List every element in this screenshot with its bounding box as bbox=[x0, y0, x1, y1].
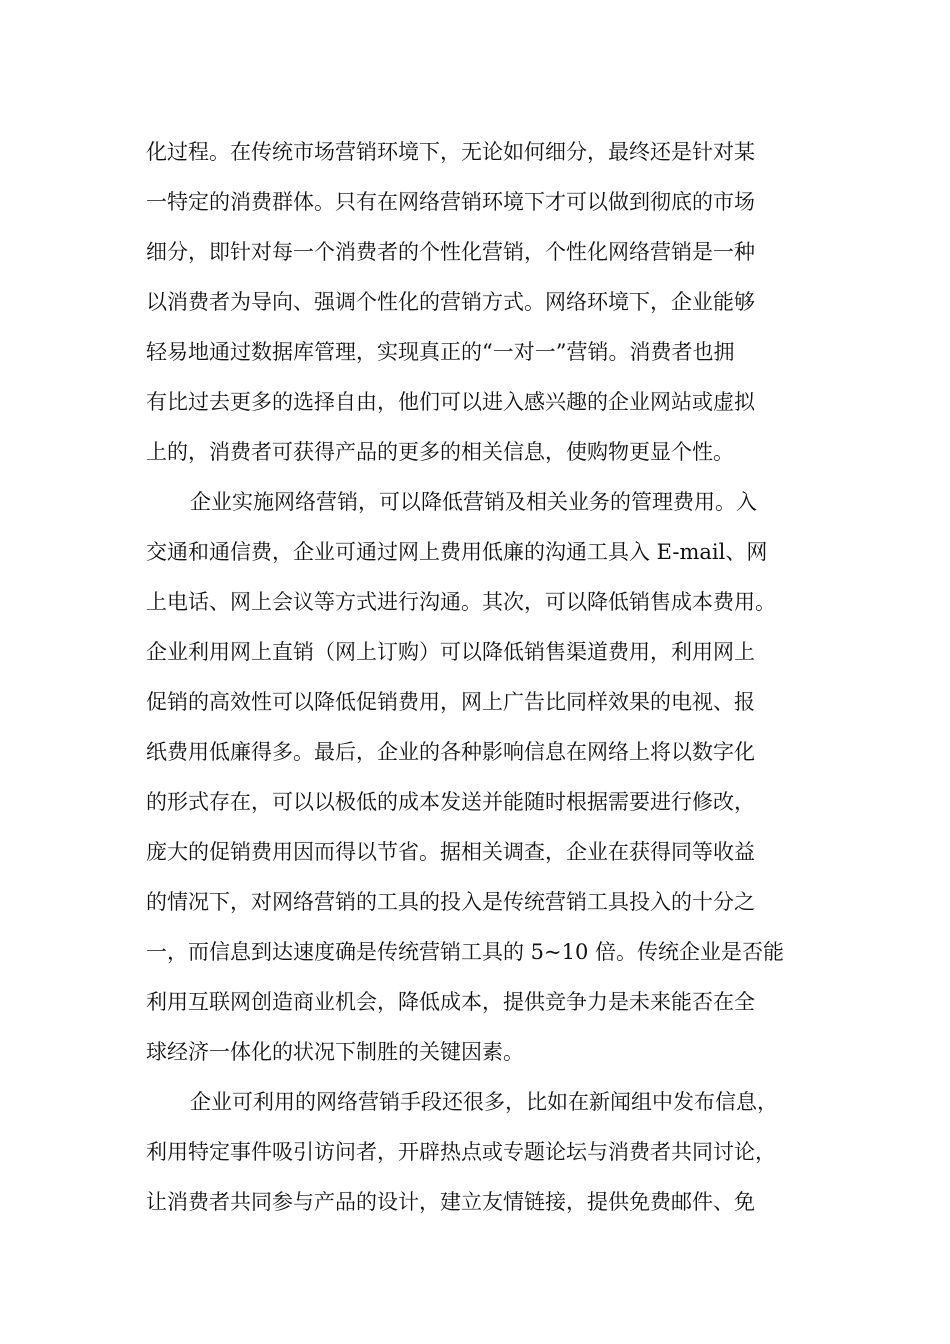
text-line: 细分，即针对每一个消费者的个性化营销，个性化网络营销是一种 bbox=[146, 240, 755, 264]
text-line: 促销的高效性可以降低促销费用，网上广告比同样效果的电视、报 bbox=[146, 690, 755, 714]
text-line: 的形式存在，可以以极低的成本发送并能随时根据需要进行修改， bbox=[146, 790, 755, 814]
text-line: 一，而信息到达速度确是传统营销工具的 5~10 倍。传统企业是否能 bbox=[146, 940, 785, 964]
text-line: 以消费者为导向、强调个性化的营销方式。网络环境下，企业能够 bbox=[146, 290, 755, 314]
paragraph-first-line: 企业可利用的网络营销手段还很多，比如在新闻组中发布信息， bbox=[190, 1090, 778, 1114]
text-line: 庞大的促销费用因而得以节省。据相关调查，企业在获得同等收益 bbox=[146, 840, 755, 864]
text-line: 球经济一体化的状况下制胜的关键因素。 bbox=[146, 1040, 524, 1064]
text-line: 纸费用低廉得多。最后，企业的各种影响信息在网络上将以数字化 bbox=[146, 740, 755, 764]
text-line: 轻易地通过数据库管理，实现真正的“一对一”营销。消费者也拥 bbox=[146, 340, 735, 364]
text-line: 让消费者共同参与产品的设计，建立友情链接，提供免费邮件、免 bbox=[146, 1190, 755, 1214]
text-line: 企业利用网上直销（网上订购）可以降低销售渠道费用，利用网上 bbox=[146, 640, 755, 664]
text-line: 一特定的消费群体。只有在网络营销环境下才可以做到彻底的市场 bbox=[146, 190, 755, 214]
text-line: 的情况下，对网络营销的工具的投入是传统营销工具投入的十分之 bbox=[146, 890, 755, 914]
paragraph-first-line: 企业实施网络营销，可以降低营销及相关业务的管理费用。入 bbox=[190, 490, 757, 514]
text-line: 交通和通信费，企业可通过网上费用低廉的沟通工具入 E-mail、网 bbox=[146, 540, 768, 564]
text-line: 有比过去更多的选择自由，他们可以进入感兴趣的企业网站或虚拟 bbox=[146, 390, 755, 414]
text-line: 上的，消费者可获得产品的更多的相关信息，使购物更显个性。 bbox=[146, 440, 734, 464]
text-line: 利用特定事件吸引访问者，开辟热点或专题论坛与消费者共同讨论， bbox=[146, 1140, 776, 1164]
text-line: 化过程。在传统市场营销环境下，无论如何细分，最终还是针对某 bbox=[146, 140, 755, 164]
text-line: 利用互联网创造商业机会，降低成本，提供竞争力是未来能否在全 bbox=[146, 990, 755, 1014]
text-line: 上电话、网上会议等方式进行沟通。其次，可以降低销售成本费用。 bbox=[146, 590, 776, 614]
